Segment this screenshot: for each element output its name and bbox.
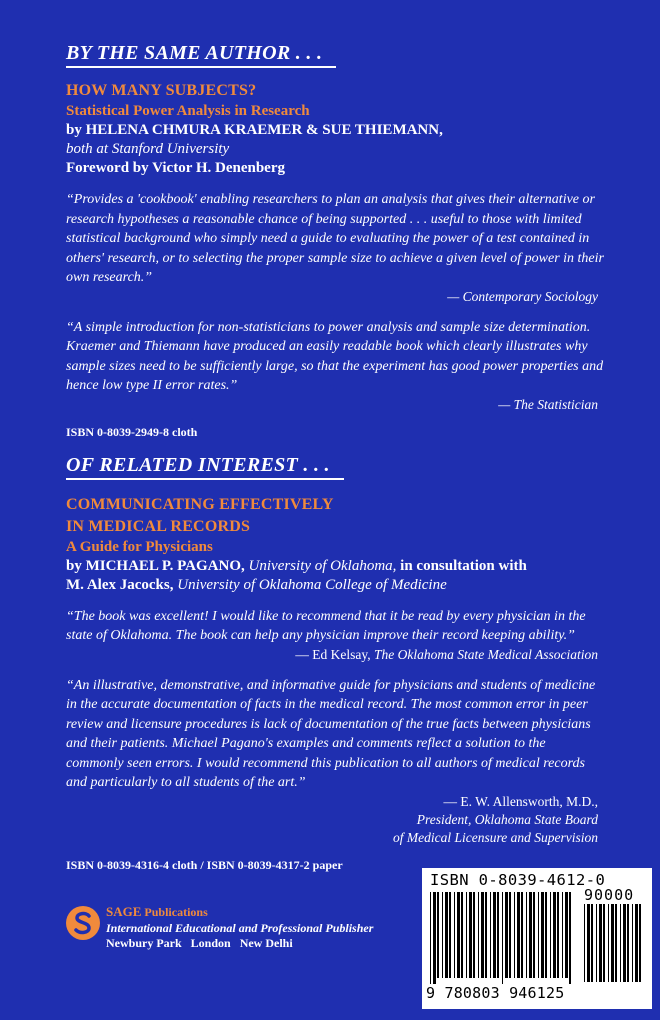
- isbn-line: ISBN 0-8039-2949-8 cloth: [66, 424, 198, 439]
- barcode-isbn: ISBN 0-8039-4612-0: [430, 871, 606, 889]
- review-quote: “The book was excellent! I would like to recommend that it be read by every physician in the state of Oklahoma. The book can help any physician improve their record keeping ability.”: [66, 608, 586, 643]
- barcode-addon-number: 90000: [584, 886, 635, 904]
- section-heading: OF RELATED INTEREST . . .: [66, 452, 344, 480]
- coauthor-affiliation: University of Oklahoma College of Medicine: [173, 576, 447, 593]
- publisher-tagline: International Educational and Professional Publisher: [106, 920, 374, 935]
- book-authors: by HELENA CHMURA KRAEMER & SUE THIEMANN,: [66, 122, 443, 138]
- review-attribution: [66, 646, 606, 664]
- section-by-same-author: [66, 40, 606, 440]
- book-subtitle: A Guide for Physicians: [66, 538, 213, 555]
- sage-s-logo-icon: [66, 906, 100, 940]
- barcode: [422, 868, 652, 1009]
- barcode-ean-number: 9 780803 946125: [426, 984, 565, 1002]
- review-quote: “A simple introduction for non-statisticians to power analysis and sample size determination. Kraemer and Thiemann have produced an easily readable book which clearly illustrates why sample sizes need to be sufficiently large, so that the experiment has good power properties and hence low type II error rates.”: [66, 319, 604, 393]
- barcode-bars-icon: [428, 892, 578, 984]
- foreword-credit: Foreword by Victor H. Denenberg: [66, 160, 286, 176]
- publisher-suffix: Publications: [141, 905, 208, 919]
- consultation-note: in consultation with: [400, 557, 527, 574]
- review-quote: “An illustrative, demonstrative, and informative guide for physicians and students of medicine in the accurate documentation of facts in the medical record. The most common error in peer review and licensure procedures is lack of documentation of the true facts between physicians and their patients. Michael Pagano's examples and comments reflect a solution to the commonly seen errors. I would recommend this publication to all authors of medical records and particularly to all students of the art.”: [66, 677, 596, 790]
- author-affiliation: University of Oklahoma,: [244, 557, 401, 574]
- section-heading: BY THE SAME AUTHOR . . .: [66, 40, 336, 68]
- book-title: [66, 494, 606, 538]
- book-title: HOW MANY SUBJECTS?: [66, 82, 257, 99]
- reviewer-org: The Oklahoma State Medical Association: [370, 646, 598, 662]
- book-coauthor: [66, 576, 606, 595]
- author-affiliation: both at Stanford University: [66, 141, 230, 157]
- reviewer-name: — Ed Kelsay,: [295, 646, 371, 662]
- book-title-line: COMMUNICATING EFFECTIVELY: [66, 495, 334, 513]
- publisher-text: [106, 904, 373, 952]
- review-quote: “Provides a 'cookbook' enabling researchers to plan an analysis that gives their alternative or research hypotheses a reasonable chance of being supported . . . useful to those with limited statistical background who simply need a guide to evaluating the power of a test contained in others' research, or to selecting the proper sample size to achieve a given level of power in their own research.”: [66, 192, 604, 285]
- barcode-addon-bars-icon: [582, 904, 646, 984]
- section-related-interest: [66, 452, 606, 873]
- review-attribution: — Contemporary Sociology: [447, 288, 598, 304]
- publisher-name: [106, 904, 373, 921]
- review-attribution: — The Statistician: [498, 396, 598, 412]
- book-authors: [66, 557, 606, 576]
- author-name: by MICHAEL P. PAGANO,: [66, 557, 245, 574]
- publisher-cities: Newbury Park London New Delhi: [106, 936, 293, 950]
- coauthor-name: M. Alex Jacocks,: [66, 576, 174, 593]
- reviewer-title: of Medical Licensure and Supervision: [393, 829, 598, 845]
- back-cover-text: [66, 40, 606, 873]
- publisher-brand: SAGE: [106, 904, 142, 919]
- reviewer-title: President, Oklahoma State Board: [416, 811, 598, 827]
- isbn-line: ISBN 0-8039-4316-4 cloth / ISBN 0-8039-4317-2 paper: [66, 857, 343, 872]
- book-subtitle: Statistical Power Analysis in Research: [66, 103, 310, 119]
- book-title-line: IN MEDICAL RECORDS: [66, 517, 251, 535]
- reviewer-name: — E. W. Allensworth, M.D.,: [443, 793, 598, 809]
